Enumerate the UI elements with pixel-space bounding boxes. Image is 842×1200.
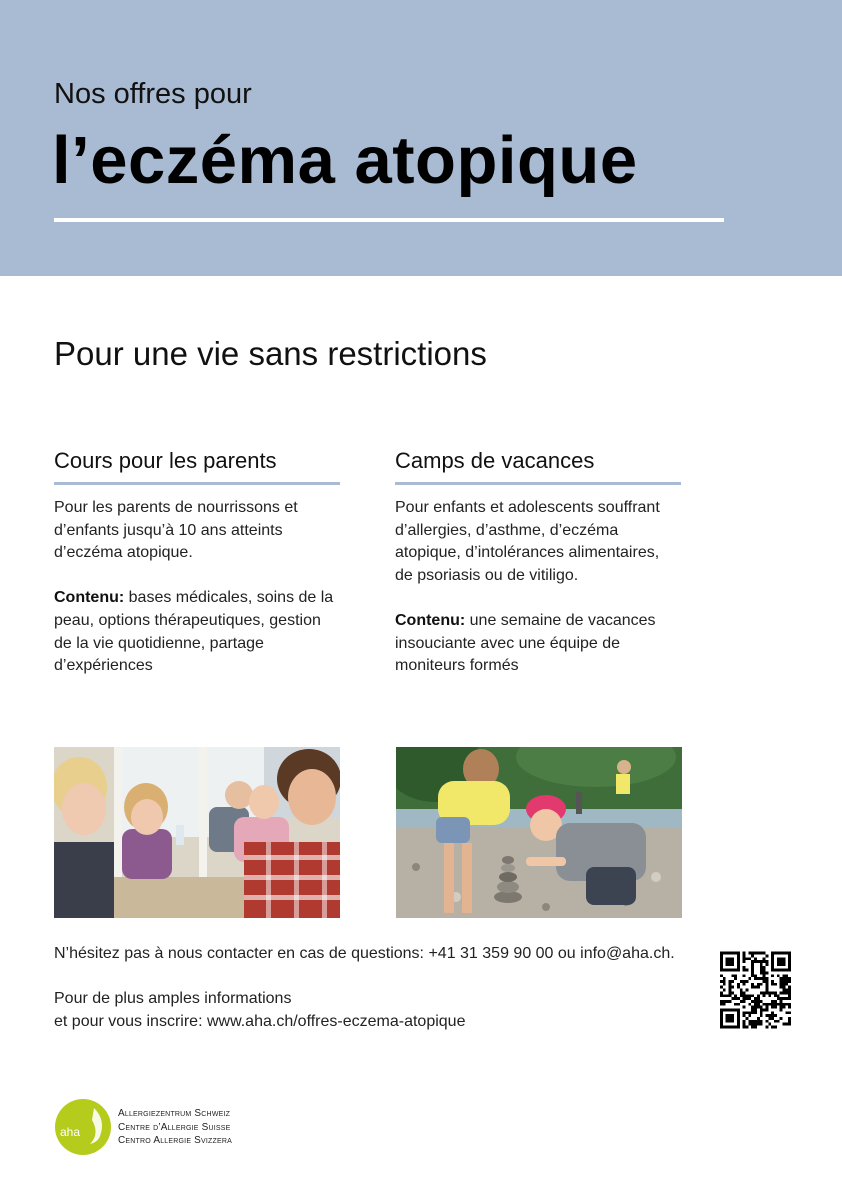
more-info-line-1: Pour de plus amples informations [54,990,292,1007]
org-name-de: Allergiezentrum Schweiz [118,1108,231,1119]
parents-course-column [54,448,340,678]
qr-code-icon[interactable] [720,951,791,1029]
more-info-line-2[interactable]: et pour vous inscrire: www.aha.ch/offres-eczema-atopique [54,1013,466,1030]
org-name-it: Centro Allergie Svizzera [118,1135,232,1146]
holiday-camps-description: Pour enfants et adolescents souffrant d’allergies, d’asthme, d’eczéma atopique, d’intolérances alimentaires, de psoriasis ou de vitiligo. [395,499,660,585]
more-info [54,987,465,1033]
aha-logo [54,1098,112,1156]
holiday-camps-content-text: une semaine de vacances insouciante avec une équipe de moniteurs formés [395,611,656,675]
holiday-camps-heading: Camps de vacances [395,448,681,485]
holiday-camps-content-label: Contenu: [395,611,466,629]
parents-course-content-label: Contenu: [54,589,125,607]
photo-parents-course [54,747,340,918]
header-divider [54,218,724,222]
header-kicker: Nos offres pour [54,78,252,110]
photo-children-stacking-stones [396,747,682,918]
contact-line: N’hésitez pas à nous contacter en cas de questions: +41 31 359 90 00 ou info@aha.ch. [54,945,675,962]
page-subtitle: Pour une vie sans restrictions [54,335,487,372]
holiday-camps-column [395,448,681,678]
holiday-camps-content [395,610,681,678]
parents-course-description: Pour les parents de nourrissons et d’enfants jusqu’à 10 ans atteints d’eczéma atopique. [54,499,298,562]
org-name-fr: Centre d’Allergie Suisse [118,1121,231,1133]
organization-names [118,1107,232,1148]
logo-text: aha [60,1125,81,1139]
page-title: l’eczéma atopique [52,123,638,198]
parents-course-heading: Cours pour les parents [54,448,340,485]
parents-course-content-text: bases médicales, soins de la peau, options thérapeutiques, gestion de la vie quotidienne, partage d’expériences [54,589,334,675]
parents-course-content [54,587,340,678]
